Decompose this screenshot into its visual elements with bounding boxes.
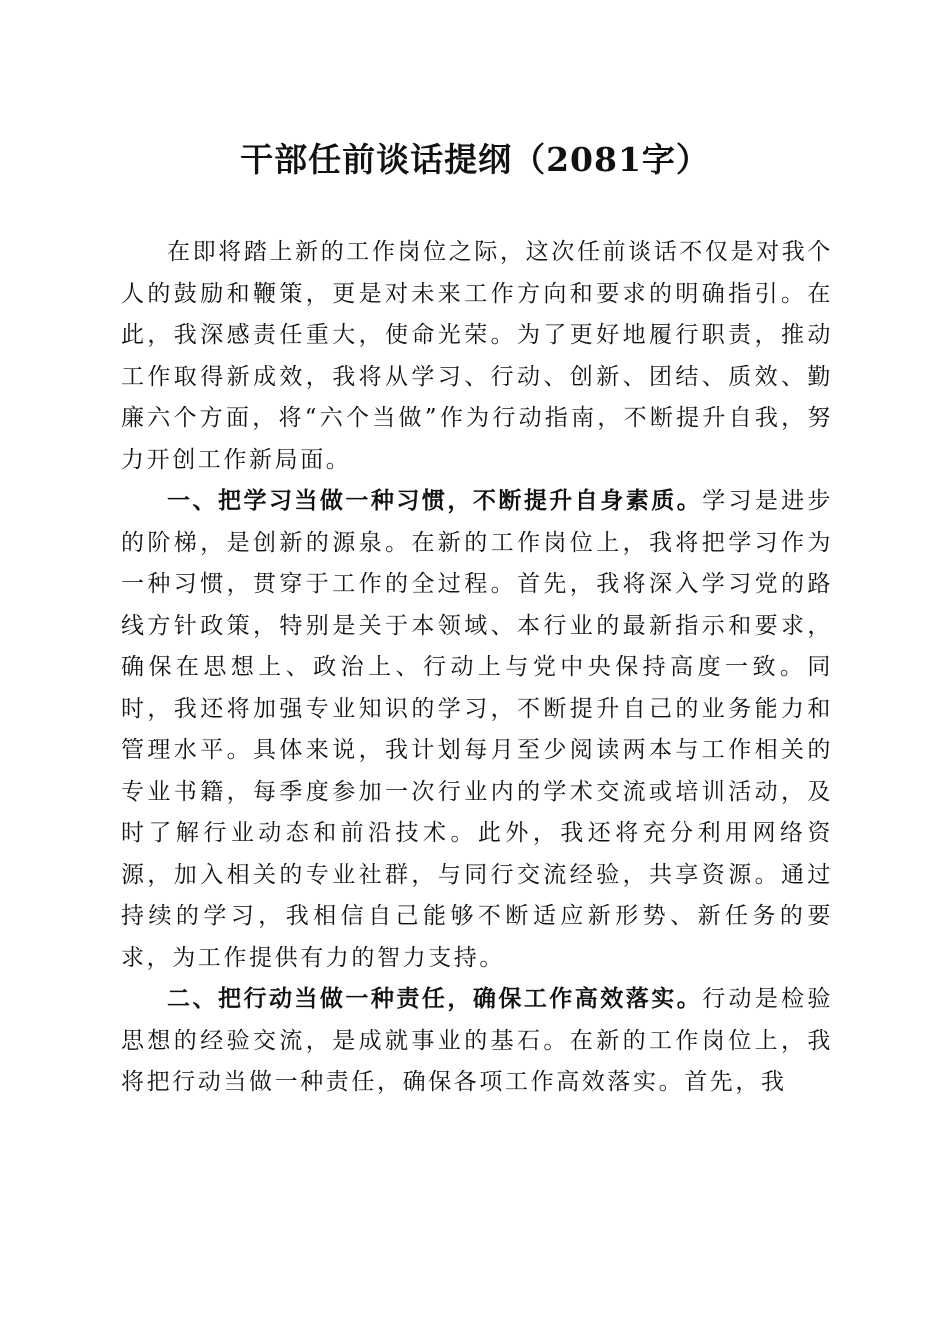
document-title: 干部任前谈话提纲（2081字） — [240, 140, 710, 179]
section-heading-action: 二、把行动当做一种责任，确保工作高效落实。 — [167, 986, 703, 1012]
section-heading-learning: 一、把学习当做一种习惯，不断提升自身素质。 — [167, 488, 703, 514]
paragraph-text: 行动是检验思想的经验交流，是成就事业的基石。在新的工作岗位上，我将把行动当做一种责任，确保各项工作高效落实。首先，我 — [121, 986, 833, 1095]
paragraph-text: 在即将踏上新的工作岗位之际，这次任前谈话不仅是对我个人的鼓励和鞭策，更是对未来工作方向和要求的明确指引。在此，我深感责任重大，使命光荣。为了更好地履行职责，推动工作取得新成效，我将从学习、行动、创新、团结、质效、勤廉六个方面，将“六个当做”作为行动指南，不断提升自我，努力开创工作新局面。 — [121, 239, 833, 473]
paragraph-action — [121, 979, 833, 1104]
document-body — [121, 232, 833, 1104]
paragraph-intro — [121, 232, 833, 481]
paragraph-text: 学习是进步的阶梯，是创新的源泉。在新的工作岗位上，我将把学习作为一种习惯，贯穿于工作的全过程。首先，我将深入学习党的路线方针政策，特别是关于本领域、本行业的最新指示和要求，确保在思想上、政治上、行动上与党中央保持高度一致。同时，我还将加强专业知识的学习，不断提升自己的业务能力和管理水平。具体来说，我计划每月至少阅读两本与工作相关的专业书籍，每季度参加一次行业内的学术交流或培训活动，及时了解行业动态和前沿技术。此外，我还将充分利用网络资源，加入相关的专业社群，与同行交流经验，共享资源。通过持续的学习，我相信自己能够不断适应新形势、新任务的要求，为工作提供有力的智力支持。 — [121, 488, 833, 971]
paragraph-learning — [121, 481, 833, 979]
